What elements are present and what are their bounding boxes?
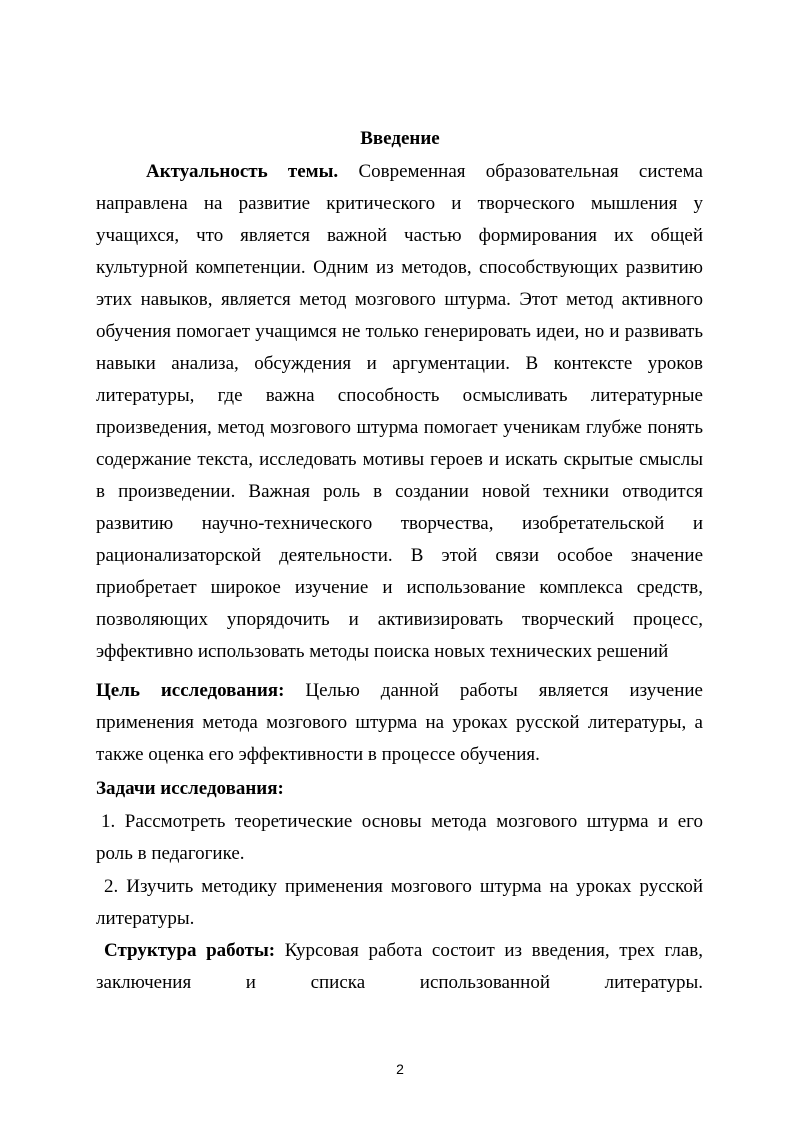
structure-paragraph [96, 935, 703, 999]
structure-heading: Структура работы: [104, 940, 276, 961]
task-item-1: 1. Рассмотреть теоретические основы метода мозгового штурма и его роль в педагогике. [96, 811, 703, 864]
section-title: Введение [360, 128, 440, 149]
structure-text: Курсовая работа состоит из введения, трех глав, заключения и списка использованной литературы. [96, 940, 704, 993]
goal-heading: Цель исследования: [96, 680, 285, 701]
relevance-text: Современная образовательная система направлена на развитие критического и творческого мышления у учащихся, что является важной частью формирования их общей культурной компетенции. Одним из методов, способствующих развитию этих навыков, является метод мозгового штурма. Этот метод активного обучения помогает учащимся не только генерировать идеи, но и развивать навыки анализа, обсуждения и аргументации. В контексте уроков литературы, где важна способность осмысливать литературные произведения, метод мозгового штурма помогает ученикам глубже понять содержание текста, исследовать мотивы героев и искать скрытые смыслы в произведении. Важная роль в создании новой техники отводится развитию научно-технического творчества, изобретательской и рационализаторской деятельности. В этой связи особое значение приобретает широкое изучение и использование комплекса средств, позволяющих упорядочить и активизировать творческий процесс, эффективно использовать методы поиска новых технических решений [96, 161, 703, 662]
tasks-heading-paragraph [96, 773, 703, 805]
relevance-paragraph [96, 156, 703, 668]
page-number: 2 [396, 1061, 404, 1077]
relevance-heading: Актуальность темы. [146, 161, 339, 182]
goal-paragraph [96, 675, 703, 771]
task-item-2: 2. Изучить методику применения мозгового штурма на уроках русской литературы. [96, 876, 703, 929]
goal-text: Целью данной работы является изучение применения метода мозгового штурма на уроках русской литературы, а также оценка его эффективности в процессе обучения. [96, 680, 703, 765]
tasks-heading: Задачи исследования: [96, 778, 284, 799]
